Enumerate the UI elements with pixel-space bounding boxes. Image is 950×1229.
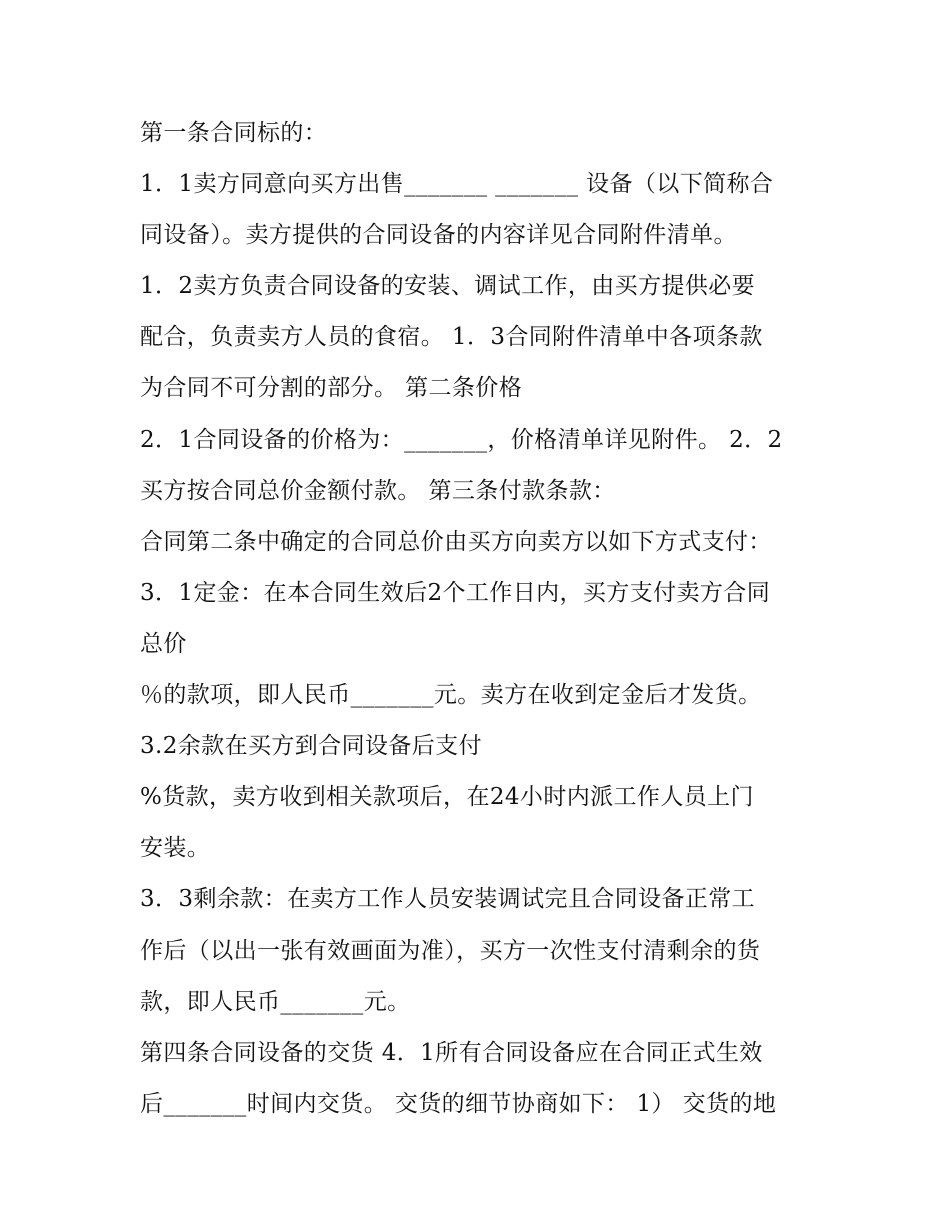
contract-text	[140, 108, 840, 1130]
text-line: 配合，负责卖方人员的食宿。 1．3合同附件清单中各项条款	[140, 324, 763, 351]
text-line: 3．3剩余款：在卖方工作人员安装调试完且合同设备正常工	[140, 886, 756, 913]
text-line: 作后（以出一张有效画面为准），买方一次性支付清剩余的货	[140, 937, 761, 964]
text-line: 买方按合同总价金额付款。 第三条付款条款：	[140, 477, 616, 504]
text-line: 1．2卖方负责合同设备的安装、调试工作，由买方提供必要	[140, 273, 756, 300]
text-line: 总价	[140, 630, 187, 657]
text-line: ％的款项，即人民币_______元。卖方在收到定金后才发货。	[140, 682, 762, 709]
text-line: 合同第二条中确定的合同总价由买方向卖方以如下方式支付：	[140, 528, 772, 555]
text-line: 2．1合同设备的价格为：_______，价格清单详见附件。 2．2	[140, 426, 783, 453]
text-line: %货款，卖方收到相关款项后，在24小时内派工作人员上门	[140, 784, 754, 811]
text-line: 第一条合同标的：	[140, 120, 328, 146]
text-line: 同设备）。卖方提供的合同设备的内容详见合同附件清单。	[140, 222, 737, 249]
text-line: 为合同不可分割的部分。 第二条价格	[140, 375, 523, 402]
text-line: 安装。	[140, 835, 211, 862]
text-line: 款，即人民币_______元。	[140, 988, 411, 1015]
text-line: 3.2余款在买方到合同设备后支付	[140, 733, 482, 760]
text-line: 第四条合同设备的交货 4．1所有合同设备应在合同正式生效	[140, 1039, 763, 1066]
text-line: 3．1定金：在本合同生效后2个工作日内，买方支付卖方合同	[140, 579, 771, 606]
text-line: 1．1卖方同意向买方出售_______ _______ 设备（以下简称合	[140, 171, 774, 198]
text-line: 后_______时间内交货。 交货的细节协商如下： 1） 交货的地	[140, 1090, 777, 1117]
